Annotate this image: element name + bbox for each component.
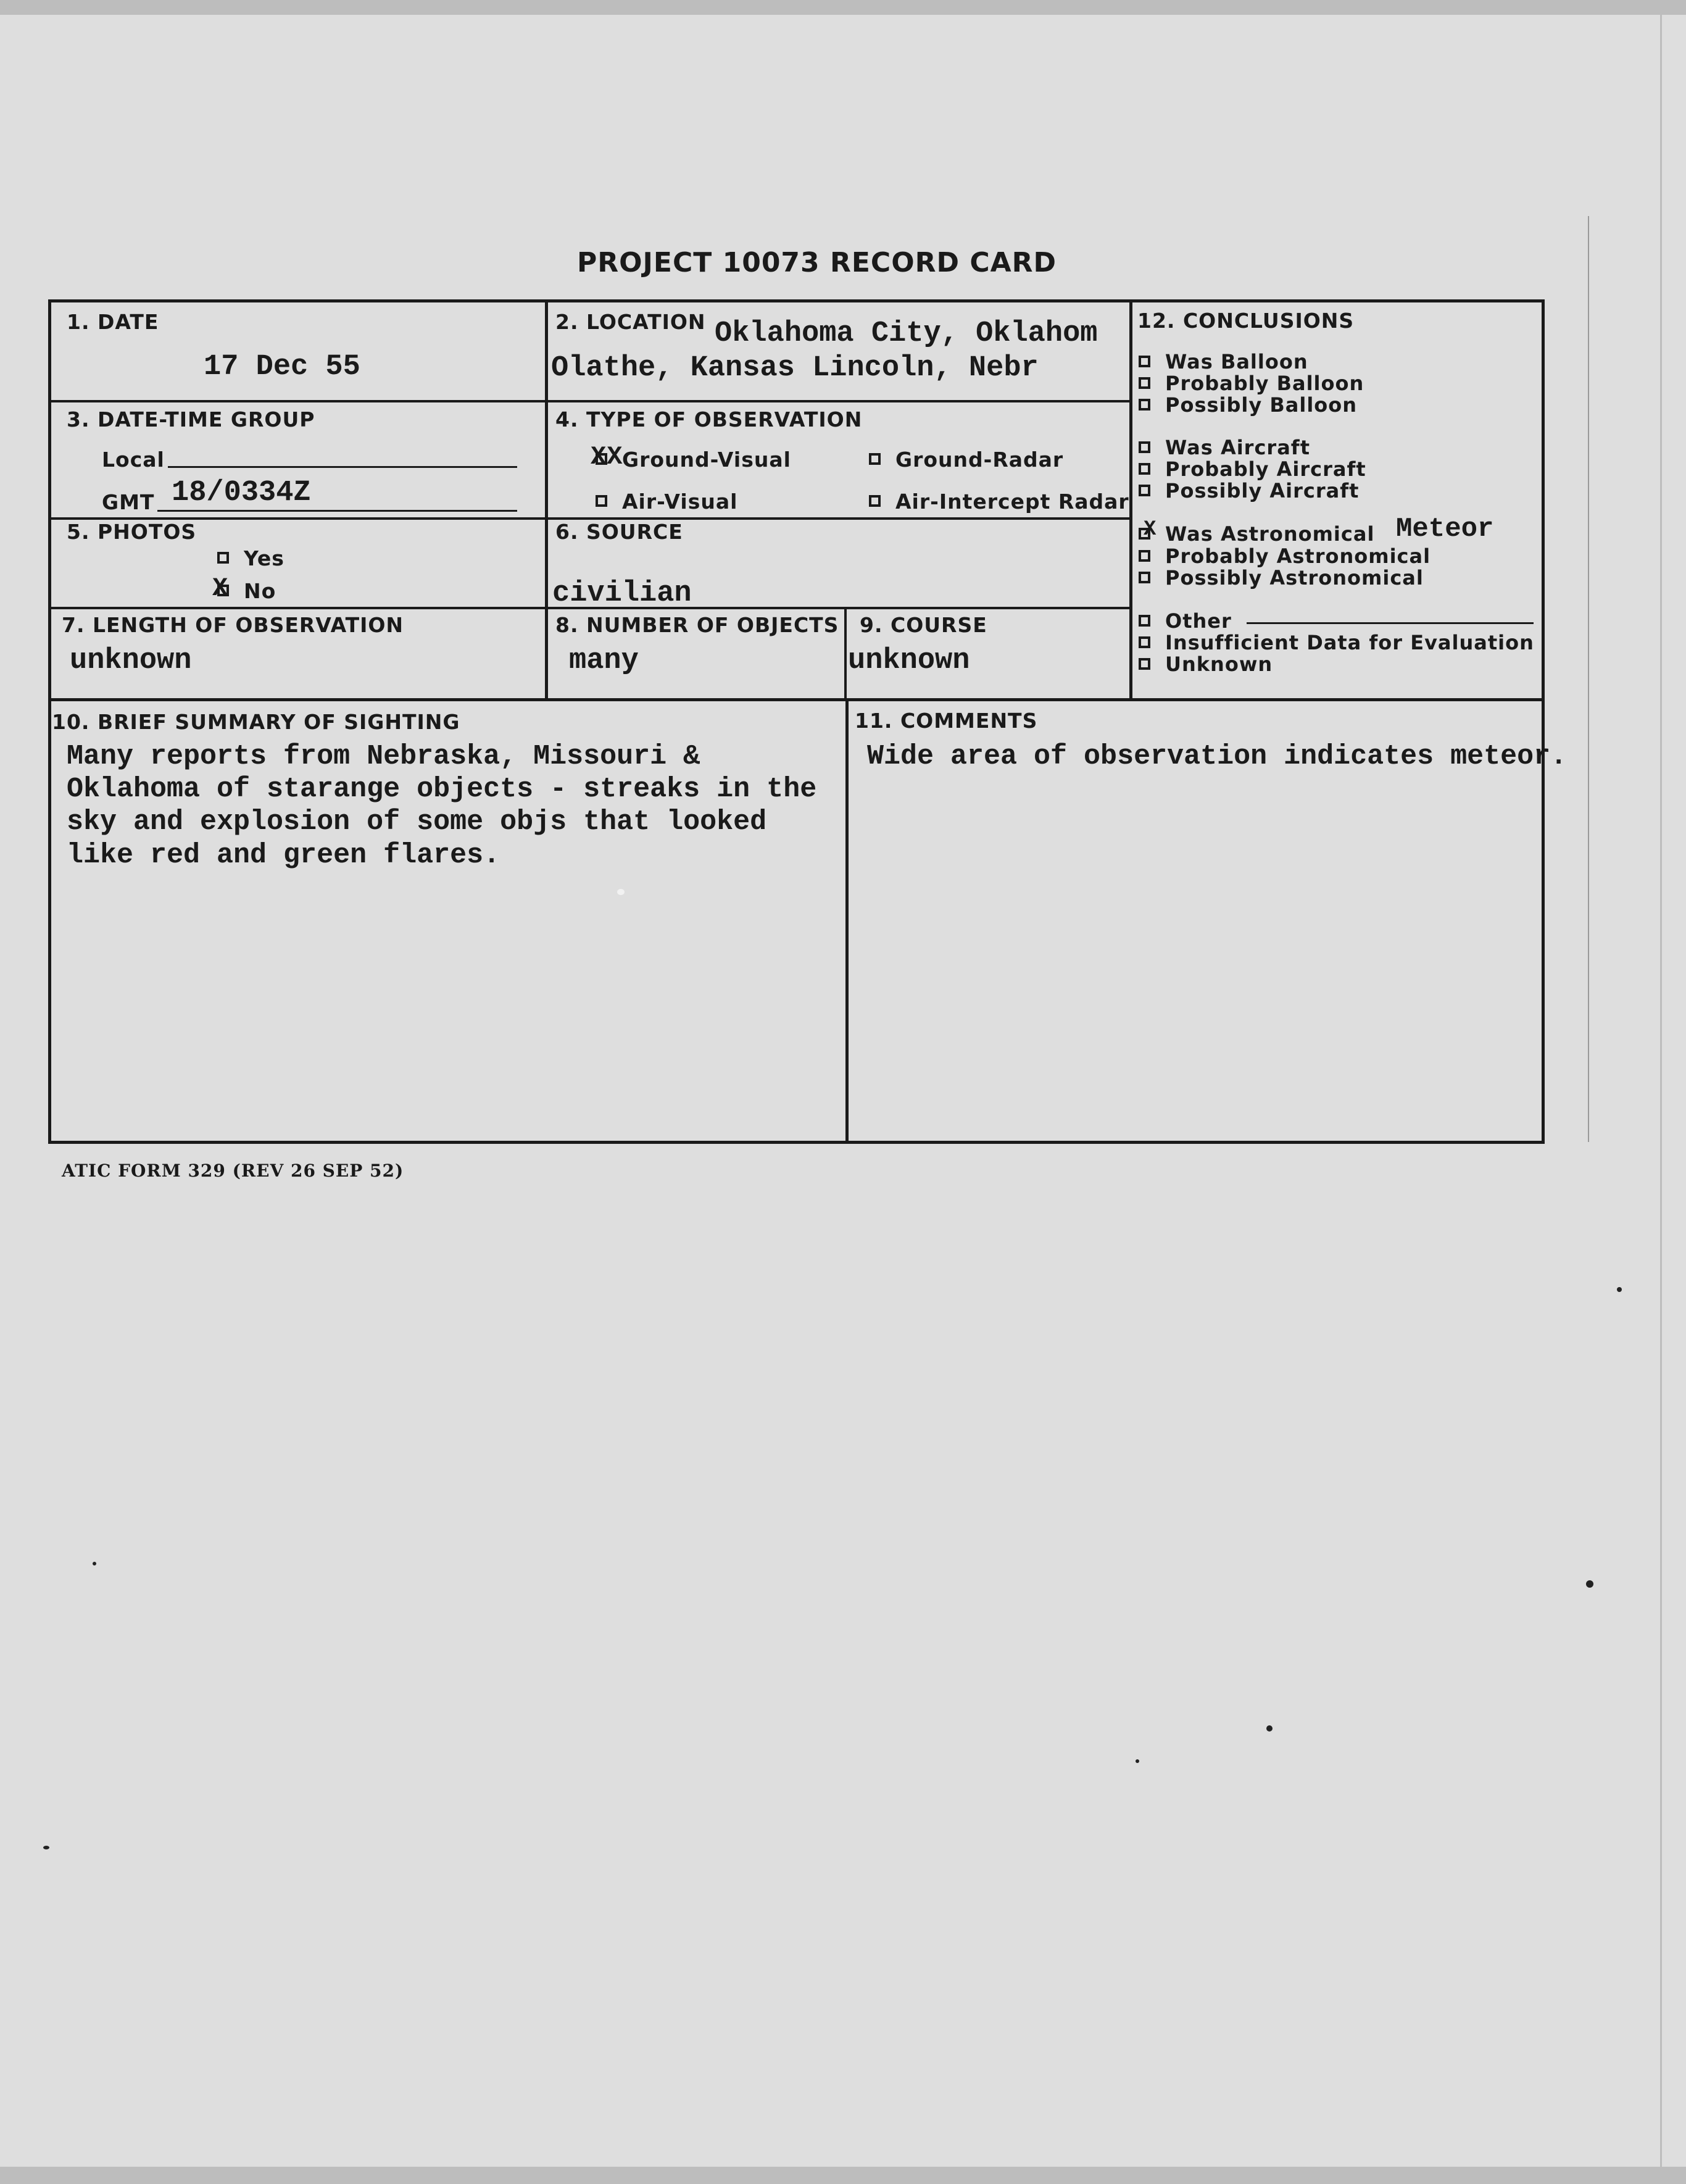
conclusion-probably-astronomical[interactable]	[1139, 544, 1431, 568]
conclusion-label: Probably Astronomical	[1165, 544, 1431, 568]
conclusion-label: Probably Balloon	[1165, 372, 1364, 395]
conclusion-was-balloon[interactable]	[1139, 350, 1308, 373]
checkbox[interactable]	[1139, 463, 1150, 475]
number-of-objects-label: 8. NUMBER OF OBJECTS	[555, 613, 839, 637]
conclusion-was-aircraft[interactable]	[1139, 436, 1310, 459]
scan-edge	[0, 2167, 1686, 2184]
card-title: PROJECT 10073 RECORD CARD	[577, 247, 1057, 278]
conclusion-unknown[interactable]	[1139, 652, 1273, 676]
scan-speck	[1266, 1725, 1273, 1732]
divider	[49, 400, 1131, 402]
gmt-underline	[157, 510, 517, 512]
length-of-observation-value: unknown	[70, 644, 192, 677]
divider	[844, 608, 847, 701]
date-label: 1. DATE	[67, 310, 159, 334]
checkbox[interactable]	[1139, 636, 1150, 648]
checkbox[interactable]	[869, 495, 881, 507]
gmt-label: GMT	[102, 490, 155, 514]
divider	[49, 698, 1543, 701]
photos-option-yes[interactable]	[217, 546, 284, 570]
divider	[545, 301, 548, 699]
conclusion-label: Unknown	[1165, 652, 1273, 676]
conclusions-label: 12. CONCLUSIONS	[1137, 309, 1355, 333]
checkbox[interactable]	[596, 495, 607, 507]
scan-speck	[1136, 1759, 1139, 1763]
conclusion-insufficient-data[interactable]	[1139, 631, 1534, 654]
observation-option-ground-visual[interactable]	[591, 442, 791, 472]
observation-option-ground-radar[interactable]	[869, 448, 1063, 472]
scan-speck	[93, 1562, 96, 1565]
checkbox-checked[interactable]	[591, 442, 623, 472]
option-label: Ground-Visual	[622, 448, 791, 472]
checkbox[interactable]	[217, 552, 229, 564]
checkbox[interactable]	[1139, 485, 1150, 496]
conclusion-probably-balloon[interactable]	[1139, 372, 1364, 395]
check-mark: X	[212, 573, 229, 603]
option-label: Yes	[244, 546, 284, 570]
checkbox[interactable]	[1139, 615, 1150, 627]
summary-line: Oklahoma of starange objects - streaks in the	[67, 773, 817, 805]
gmt-value: 18/0334Z	[172, 477, 311, 509]
conclusion-other[interactable]	[1139, 609, 1232, 633]
observation-option-air-intercept-radar[interactable]	[869, 490, 1129, 514]
conclusion-label: Probably Aircraft	[1165, 457, 1366, 481]
checkbox[interactable]	[1139, 572, 1150, 583]
scan-speck	[1617, 1287, 1622, 1292]
local-label: Local	[102, 448, 165, 472]
location-label: 2. LOCATION	[555, 310, 706, 334]
summary-line: sky and explosion of some objs that looked	[67, 806, 767, 838]
scan-speck	[617, 889, 625, 895]
conclusion-label: Was Astronomical	[1165, 522, 1375, 546]
option-label: Air-Visual	[622, 490, 738, 514]
photos-option-no[interactable]	[212, 573, 276, 603]
astronomical-note: Meteor	[1396, 514, 1494, 544]
comments-value: Wide area of observation indicates meteor.	[867, 741, 1568, 772]
length-of-observation-label: 7. LENGTH OF OBSERVATION	[62, 613, 404, 637]
conclusion-was-astronomical[interactable]	[1139, 517, 1375, 546]
conclusion-possibly-balloon[interactable]	[1139, 393, 1357, 417]
summary-line: Many reports from Nebraska, Missouri &	[67, 741, 700, 772]
source-value: civilian	[552, 577, 692, 610]
check-mark: XX	[591, 442, 623, 472]
date-time-group-label: 3. DATE-TIME GROUP	[67, 407, 315, 431]
check-mark: X	[1144, 517, 1157, 541]
checkbox[interactable]	[1139, 550, 1150, 562]
conclusion-label: Other	[1165, 609, 1232, 633]
scan-edge	[1588, 216, 1589, 1142]
location-line-1: Oklahoma City, Oklahom	[715, 317, 1098, 350]
source-label: 6. SOURCE	[555, 520, 683, 544]
option-label: Air-Intercept Radar	[895, 490, 1129, 514]
scan-speck	[1586, 1580, 1593, 1588]
course-label: 9. COURSE	[860, 613, 987, 637]
conclusion-probably-aircraft[interactable]	[1139, 457, 1366, 481]
checkbox[interactable]	[1139, 441, 1150, 453]
divider	[845, 699, 849, 1143]
checkbox[interactable]	[869, 453, 881, 465]
conclusion-label: Possibly Aircraft	[1165, 479, 1360, 502]
checkbox[interactable]	[1139, 658, 1150, 670]
conclusion-possibly-aircraft[interactable]	[1139, 479, 1359, 502]
location-line-2: Olathe, Kansas Lincoln, Nebr	[551, 352, 1039, 385]
scan-edge	[0, 0, 1686, 15]
number-of-objects-value: many	[569, 644, 639, 677]
comments-label: 11. COMMENTS	[855, 709, 1038, 733]
checkbox[interactable]	[1139, 377, 1150, 389]
conclusion-label: Possibly Astronomical	[1165, 566, 1424, 590]
divider	[1129, 301, 1132, 699]
option-label: No	[244, 579, 276, 603]
local-underline	[168, 466, 517, 468]
conclusion-possibly-astronomical[interactable]	[1139, 566, 1424, 590]
observation-option-air-visual[interactable]	[596, 490, 737, 514]
summary-label: 10. BRIEF SUMMARY OF SIGHTING	[52, 710, 460, 734]
summary-line: like red and green flares.	[67, 840, 500, 871]
form-id: ATIC FORM 329 (REV 26 SEP 52)	[62, 1161, 404, 1181]
conclusion-label: Insufficient Data for Evaluation	[1165, 631, 1534, 654]
date-value: 17 Dec 55	[204, 351, 360, 383]
checkbox-checked[interactable]	[212, 573, 229, 603]
checkbox[interactable]	[1139, 399, 1150, 411]
checkbox-checked[interactable]	[1139, 517, 1157, 541]
conclusion-label: Was Aircraft	[1165, 436, 1311, 459]
conclusion-label: Possibly Balloon	[1165, 393, 1358, 417]
option-label: Ground-Radar	[895, 448, 1064, 472]
scan-edge	[1660, 0, 1662, 2184]
course-value: unknown	[848, 644, 970, 677]
conclusion-label: Was Balloon	[1165, 350, 1308, 373]
photos-label: 5. PHOTOS	[67, 520, 197, 544]
scan-speck	[43, 1846, 49, 1849]
other-underline	[1247, 622, 1534, 624]
type-of-observation-label: 4. TYPE OF OBSERVATION	[555, 407, 863, 431]
checkbox[interactable]	[1139, 356, 1150, 367]
